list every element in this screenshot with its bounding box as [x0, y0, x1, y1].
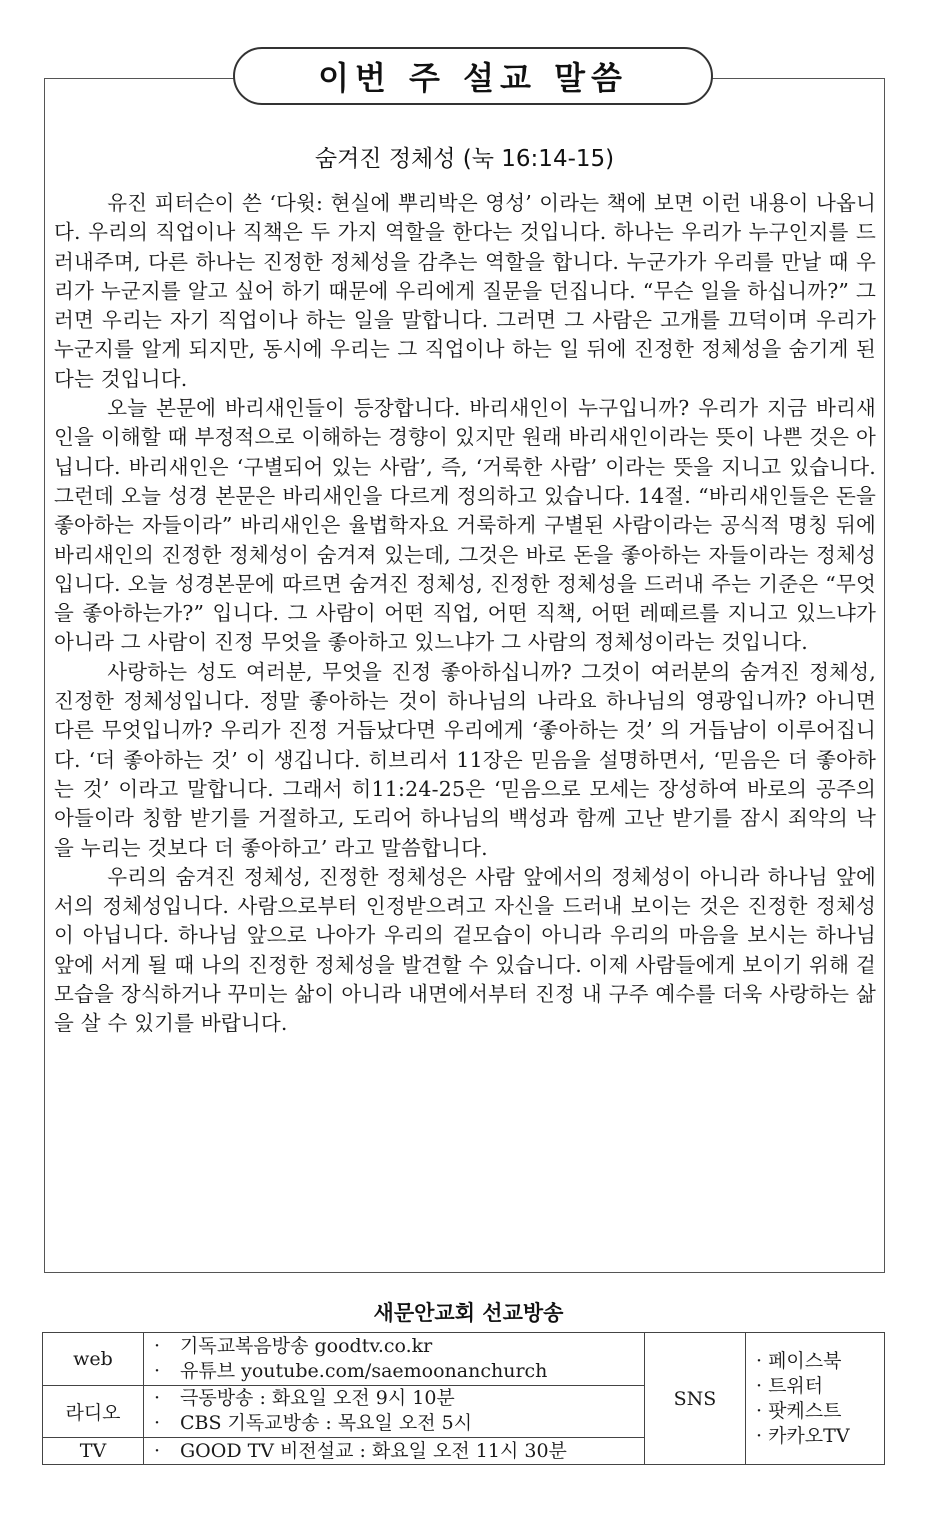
sermon-paragraph: 유진 피터슨이 쓴 ‘다윗: 현실에 뿌리박은 영성’ 이라는 책에 보면 이런 내용이 나옵니다. 우리의 직업이나 직책은 두 가지 역할을 한다는 것입니다. 하나는 우리가 누구인지를 드러내주며, 다른 하나는 진정한 정체성을 감추는 역할을 합니다. 누군가가 우리를 만날 때 우리가 누군지를 알고 싶어 하기 때문에 우리에게 질문을 던집니다. “무슨 일을 하십니까?” 그러면 우리는 자기 직업이나 하는 일을 말합니다. 그러면 그 사람은 고개를 끄덕이며 우리가 누군지를 알게 되지만, 동시에 우리는 그 직업이나 하는 일 뒤에 진정한 정체성을 숨기게 된다는 것입니다.	[54, 191, 876, 391]
sermon-body	[54, 189, 876, 1039]
sermon-paragraph: 우리의 숨겨진 정체성, 진정한 정체성은 사람 앞에서의 정체성이 아니라 하나님 앞에서의 정체성입니다. 사람으로부터 인정받으려고 자신을 드러내 보이는 것은 진정한 정체성이 아닙니다. 하나님 앞으로 나아가 우리의 겉모습이 아니라 우리의 마음을 보시는 하나님 앞에 서게 될 때 나의 진정한 정체성을 발견할 수 있습니다. 이제 사람들에게 보이기 위해 겉모습을 장식하거나 꾸미는 삶이 아니라 내면에서부터 진정 내 구주 예수를 더욱 사랑하는 삶을 살 수 있기를 바랍니다.	[54, 864, 876, 1036]
list-item: · 팟케스트	[756, 1399, 842, 1422]
bullet-icon: ·	[154, 1439, 161, 1462]
list-item: · 극동방송 : 화요일 오전 9시 10분	[154, 1387, 455, 1410]
bullet-icon: ·	[154, 1387, 161, 1410]
sermon-paragraph: 오늘 본문에 바리새인들이 등장합니다. 바리새인이 누구입니까? 우리가 지금 바리새인을 이해할 때 부정적으로 이해하는 경향이 있지만 원래 바리새인이라는 뜻이 나쁜 것은 아닙니다. 바리새인은 ‘구별되어 있는 사람’, 즉, ‘거룩한 사람’ 이라는 뜻을 지니고 있습니다. 그런데 오늘 성경 본문은 바리새인을 다르게 정의하고 있습니다. 14절. “바리새인들은 돈을 좋아하는 자들이라” 바리새인은 율법학자요 거룩하게 구별된 사람이라는 공식적 명칭 뒤에 바리새인의 진정한 정체성이 숨겨져 있는데, 그것은 바로 돈을 좋아하는 자들이라는 정체성입니다. 오늘 성경본문에 따르면 숨겨진 정체성, 진정한 정체성을 드러내 주는 기준은 “무엇을 좋아하는가?” 입니다. 그 사람이 어떤 직업, 어떤 직책, 어떤 레떼르를 지니고 있느냐가 아니라 그 사람이 진정 무엇을 좋아하고 있느냐가 그 사람의 정체성이라는 것입니다.	[54, 396, 876, 655]
tv-items	[144, 1438, 645, 1465]
page-title: 이번 주 설교 말씀	[233, 47, 713, 105]
sermon-paragraph: 사랑하는 성도 여러분, 무엇을 진정 좋아하십니까? 그것이 여러분의 숨겨진 정체성, 진정한 정체성입니다. 정말 좋아하는 것이 하나님의 나라요 하나님의 영광입니까? 아니면 다른 무엇입니까? 우리가 진정 거듭났다면 우리에게 ‘좋아하는 것’ 의 거듭남이 이루어집니다. ‘더 좋아하는 것’ 이 생깁니다. 히브리서 11장은 믿음을 설명하면서, ‘믿음은 더 좋아하는 것’ 이라고 말합니다. 그래서 히11:24-25은 ‘믿음으로 모세는 장성하여 바로의 공주의 아들이라 칭함 받기를 거절하고, 도리어 하나님의 백성과 함께 고난 받기를 잠시 죄악의 낙을 누리는 것보다 더 좋아하고’ 라고 말씀합니다.	[54, 659, 876, 860]
list-item: · GOOD TV 비전설교 : 화요일 오전 11시 30분	[154, 1439, 567, 1462]
list-item: · 기독교복음방송 goodtv.co.kr	[154, 1334, 433, 1357]
list-item: · 트위터	[756, 1374, 824, 1397]
list-item: · 카카오TV	[756, 1424, 850, 1447]
radio-items	[144, 1385, 645, 1438]
broadcast-title: 새문안교회 선교방송	[373, 1301, 564, 1325]
sns-label: SNS	[645, 1333, 746, 1465]
sns-items	[746, 1333, 885, 1465]
broadcast-table	[42, 1332, 885, 1465]
web-items	[144, 1333, 645, 1386]
list-item: · 유튜브 youtube.com/saemoonanchurch	[154, 1359, 548, 1382]
sermon-title: 숨겨진 정체성 (눅 16:14-15)	[314, 146, 615, 172]
row-label-tv: TV	[43, 1438, 144, 1465]
bullet-icon: ·	[154, 1412, 161, 1435]
row-label-web: web	[43, 1333, 144, 1386]
row-label-radio: 라디오	[43, 1385, 144, 1438]
list-item: · 페이스북	[756, 1349, 842, 1372]
bullet-icon: ·	[154, 1334, 161, 1357]
bullet-icon: ·	[154, 1359, 161, 1382]
list-item: · CBS 기독교방송 : 목요일 오전 5시	[154, 1412, 473, 1435]
table-row	[43, 1333, 885, 1386]
